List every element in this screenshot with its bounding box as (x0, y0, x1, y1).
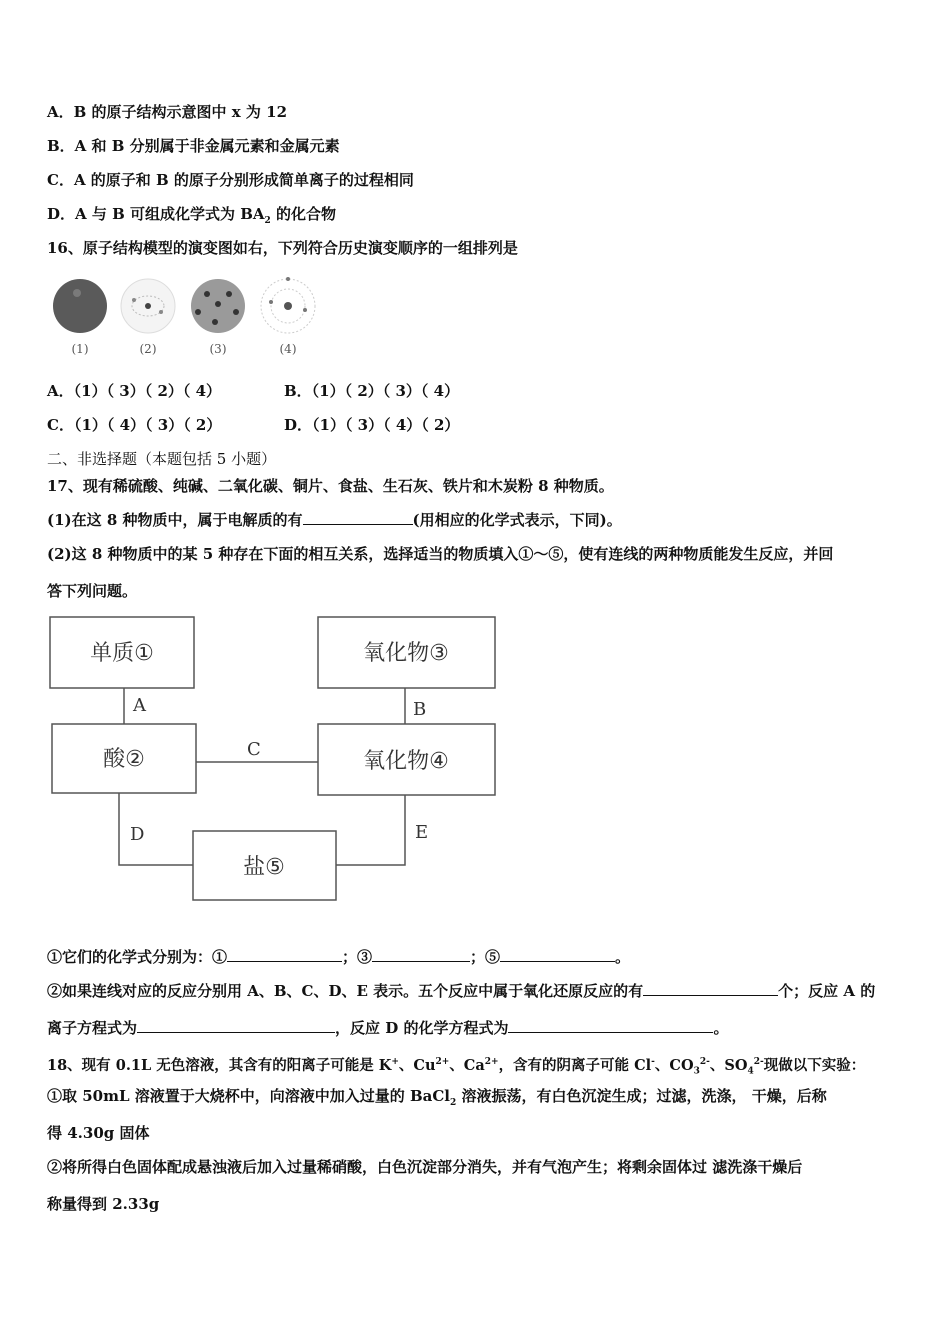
q18-step1-line1 (47, 1086, 827, 1113)
q15-option-d-tail: 的化合物 (270, 205, 337, 223)
q15-option-a: A．B 的原子结构示意图中 x 为 12 (47, 103, 288, 121)
q15-option-d-subscript: 2 (264, 216, 271, 226)
k-charge: + (391, 1057, 399, 1067)
q17-sub2-line2-mid: ，反应 D 的化学方程式为 (335, 1019, 509, 1037)
q15-option-d (47, 204, 336, 231)
q15-option-d-text: D．A 与 B 可组成化学式为 BA (47, 205, 265, 223)
edge-label-e: E (415, 822, 429, 843)
box-salt-5: 盐⑤ (243, 855, 285, 880)
q17-sub2-line2 (47, 1018, 729, 1038)
so-subscript: 4 (747, 1066, 754, 1077)
atom-caption-3: (3) (209, 342, 227, 356)
q18-stem-end: 现做以下实验： (763, 1056, 866, 1074)
q18-sep-cu: 、Cu (398, 1056, 436, 1074)
answer-blank-electrolytes[interactable] (303, 510, 413, 525)
answer-blank-formula-3[interactable] (372, 947, 470, 962)
q18-step2-line1: ②将所得白色固体配成悬浊液后加入过量稀硝酸，白色沉淀部分消失，并有气泡产生；将剩余固体过 滤洗涤干燥后 (47, 1158, 803, 1176)
bacl-subscript: 2 (450, 1098, 457, 1108)
co-charge: 2- (699, 1057, 710, 1067)
q17-sub1-end: 。 (615, 948, 631, 966)
q18-step1-tail: 溶液振荡，有白色沉淀生成；过滤，洗涤， 干燥，后称 (456, 1087, 827, 1105)
atom-caption-1: (1) (71, 342, 89, 356)
box-element-1: 单质① (90, 641, 154, 666)
edge-e-line (336, 795, 405, 865)
q17-part2-line1: (2)这 8 种物质中的某 5 种存在下面的相互关系，选择适当的物质填入①～⑤，使有连线的两种物质能发生反应，并回 (47, 545, 834, 563)
q17-stem: 17、现有稀硫酸、纯碱、二氧化碳、铜片、食盐、生石灰、铁片和木炭粉 8 种物质。 (47, 477, 614, 495)
q18-stem-mid: ，含有的阴离子可能 Cl (498, 1056, 652, 1074)
atom-model-3 (191, 279, 245, 333)
edge-label-a: A (133, 695, 146, 716)
q18-stem (47, 1052, 865, 1082)
atom-model-4 (261, 277, 315, 333)
reaction-relationship-diagram (45, 612, 505, 912)
atom-model-1 (53, 279, 107, 333)
q18-sep-so: 、SO (709, 1056, 748, 1074)
answer-blank-formula-1[interactable] (227, 947, 342, 962)
answer-blank-equation-d[interactable] (508, 1018, 713, 1033)
atom-caption-4: (4) (279, 342, 297, 356)
atom-model-2 (121, 279, 175, 333)
q18-sep-co: 、CO (654, 1056, 694, 1074)
q17-part1-tail: (用相应的化学式表示，下同)。 (412, 511, 622, 529)
edge-label-b: B (413, 699, 427, 720)
q17-sub1 (47, 947, 630, 967)
q16-option-c: C．（1）（ 4）（ 3）（ 2） (47, 416, 222, 434)
q16-stem: 16、原子结构模型的演变图如右，下列符合历史演变顺序的一组排列是 (47, 239, 518, 257)
q17-sub2-line2-text: 离子方程式为 (47, 1019, 138, 1037)
q17-sub1-sep2: ；⑤ (470, 948, 501, 966)
q17-part1 (47, 510, 622, 530)
q15-option-c: C．A 的原子和 B 的原子分别形成简单离子的过程相同 (47, 171, 414, 189)
cu-charge: 2+ (435, 1057, 450, 1067)
q17-sub2-line1 (47, 981, 875, 1001)
q18-stem-text: 18、现有 0.1L 无色溶液，其含有的阳离子可能是 K (47, 1056, 392, 1074)
q17-sub1-sep1: ；③ (342, 948, 373, 966)
q17-part2-line2: 答下列问题。 (47, 582, 138, 600)
box-oxide-4: 氧化物④ (363, 749, 449, 774)
so-charge: 2- (753, 1057, 764, 1067)
answer-blank-ionic-equation-a[interactable] (137, 1018, 335, 1033)
answer-blank-formula-5[interactable] (500, 947, 615, 962)
q18-step2-line2: 称量得到 2.33g (47, 1195, 160, 1213)
box-oxide-3: 氧化物③ (363, 641, 449, 666)
q15-option-b: B．A 和 B 分别属于非金属元素和金属元素 (47, 137, 340, 155)
q17-part1-text: (1)在这 8 种物质中，属于电解质的有 (47, 511, 303, 529)
q17-sub2-text: ②如果连线对应的反应分别用 A、B、C、D、E 表示。五个反应中属于氧化还原反应的有 (47, 982, 644, 1000)
ca-charge: 2+ (484, 1057, 499, 1067)
q17-sub2-tail: 个；反应 A 的 (778, 982, 876, 1000)
section-heading: 二、非选择题（本题包括 5 小题） (47, 450, 277, 468)
q17-sub2-line2-end: 。 (713, 1019, 729, 1037)
answer-blank-redox-count[interactable] (643, 981, 778, 996)
q16-option-a: A．（1）（ 3）（ 2）（ 4） (47, 382, 222, 400)
q17-sub1-text: ①它们的化学式分别为：① (47, 948, 228, 966)
q18-step1-text: ①取 50mL 溶液置于大烧杯中，向溶液中加入过量的 BaCl (47, 1087, 450, 1105)
atom-caption-2: (2) (139, 342, 157, 356)
q16-option-d: D．（1）（ 3）（ 4）（ 2） (284, 416, 460, 434)
co-subscript: 3 (693, 1066, 700, 1077)
edge-label-d: D (130, 824, 145, 845)
q18-step1-line2: 得 4.30g 固体 (47, 1124, 150, 1142)
edge-label-c: C (247, 739, 261, 760)
q16-option-b: B．（1）（ 2）（ 3）（ 4） (284, 382, 460, 400)
q18-sep-ca: 、Ca (449, 1056, 485, 1074)
atom-model-figure (50, 272, 340, 367)
box-acid-2: 酸② (103, 747, 145, 772)
cl-charge: - (651, 1057, 655, 1067)
